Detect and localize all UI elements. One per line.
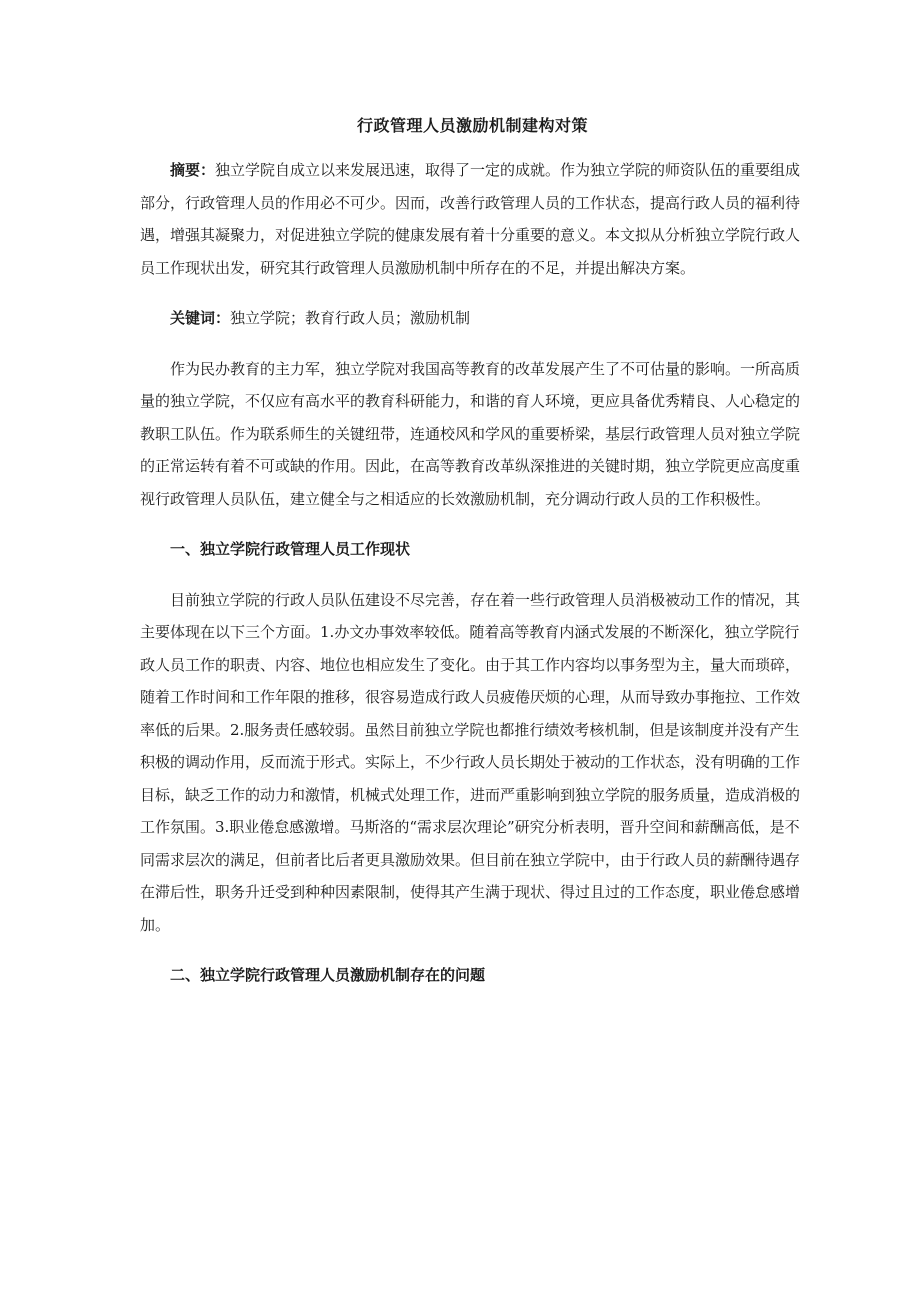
intro-paragraph: 作为民办教育的主力军，独立学院对我国高等教育的改革发展产生了不可估量的影响。一所高质量的独立学院，不仅应有高水平的教育科研能力，和谐的育人环境，更应具备优秀精良、人心稳定的教职工队伍。作为联系师生的关键纽带，连通校风和学风的重要桥梁，基层行政管理人员对独立学院的正常运转有着不可或缺的作用。因此，在高等教育改革纵深推进的关键时期，独立学院更应高度重视行政管理人员队伍，建立健全与之相适应的长效激励机制，充分调动行政人员的工作积极性。	[140, 359, 801, 508]
abstract-paragraph	[140, 154, 805, 284]
document-body	[140, 112, 805, 992]
section-heading-2: 二、独立学院行政管理人员激励机制存在的问题	[170, 966, 486, 984]
document-title: 行政管理人员激励机制建构对策	[356, 116, 588, 135]
keywords-label: 关键词：	[170, 309, 231, 327]
abstract-label: 摘要：	[170, 161, 216, 179]
abstract-text: 独立学院自成立以来发展迅速，取得了一定的成就。作为独立学院的师资队伍的重要组成部分，行政管理人员的作用必不可少。因而，改善行政管理人员的工作状态，提高行政人员的福利待遇，增强其凝聚力，对促进独立学院的健康发展有着十分重要的意义。本文拟从分析独立学院行政人员工作现状出发，研究其行政管理人员激励机制中所存在的不足，并提出解决方案。	[140, 161, 801, 277]
keywords-paragraph	[140, 302, 805, 335]
keywords-text: 独立学院；教育行政人员；激励机制	[230, 309, 471, 327]
section-1-paragraph: 目前独立学院的行政人员队伍建设不尽完善，存在着一些行政管理人员消极被动工作的情况，其主要体现在以下三个方面。1.办文办事效率较低。随着高等教育内涵式发展的不断深化，独立学院行政人员工作的职责、内容、地位也相应发生了变化。由于其工作内容均以事务型为主，量大而琐碎，随着工作时间和工作年限的推移，很容易造成行政人员疲倦厌烦的心理，从而导致办事拖拉、工作效率低的后果。2.服务责任感较弱。虽然目前独立学院也都推行绩效考核机制，但是该制度并没有产生积极的调动作用，反而流于形式。实际上，不少行政人员长期处于被动的工作状态，没有明确的工作目标，缺乏工作的动力和激情，机械式处理工作，进而严重影响到独立学院的服务质量，造成消极的工作氛围。3.职业倦怠感激增。马斯洛的“需求层次理论”研究分析表明，晋升空间和薪酬高低，是不同需求层次的满足，但前者比后者更具激励效果。但目前在独立学院中，由于行政人员的薪酬待遇存在滞后性，职务升迁受到种种因素限制，使得其产生满于现状、得过且过的工作态度，职业倦怠感增加。	[140, 590, 801, 934]
section-heading-1: 一、独立学院行政管理人员工作现状	[170, 540, 411, 558]
